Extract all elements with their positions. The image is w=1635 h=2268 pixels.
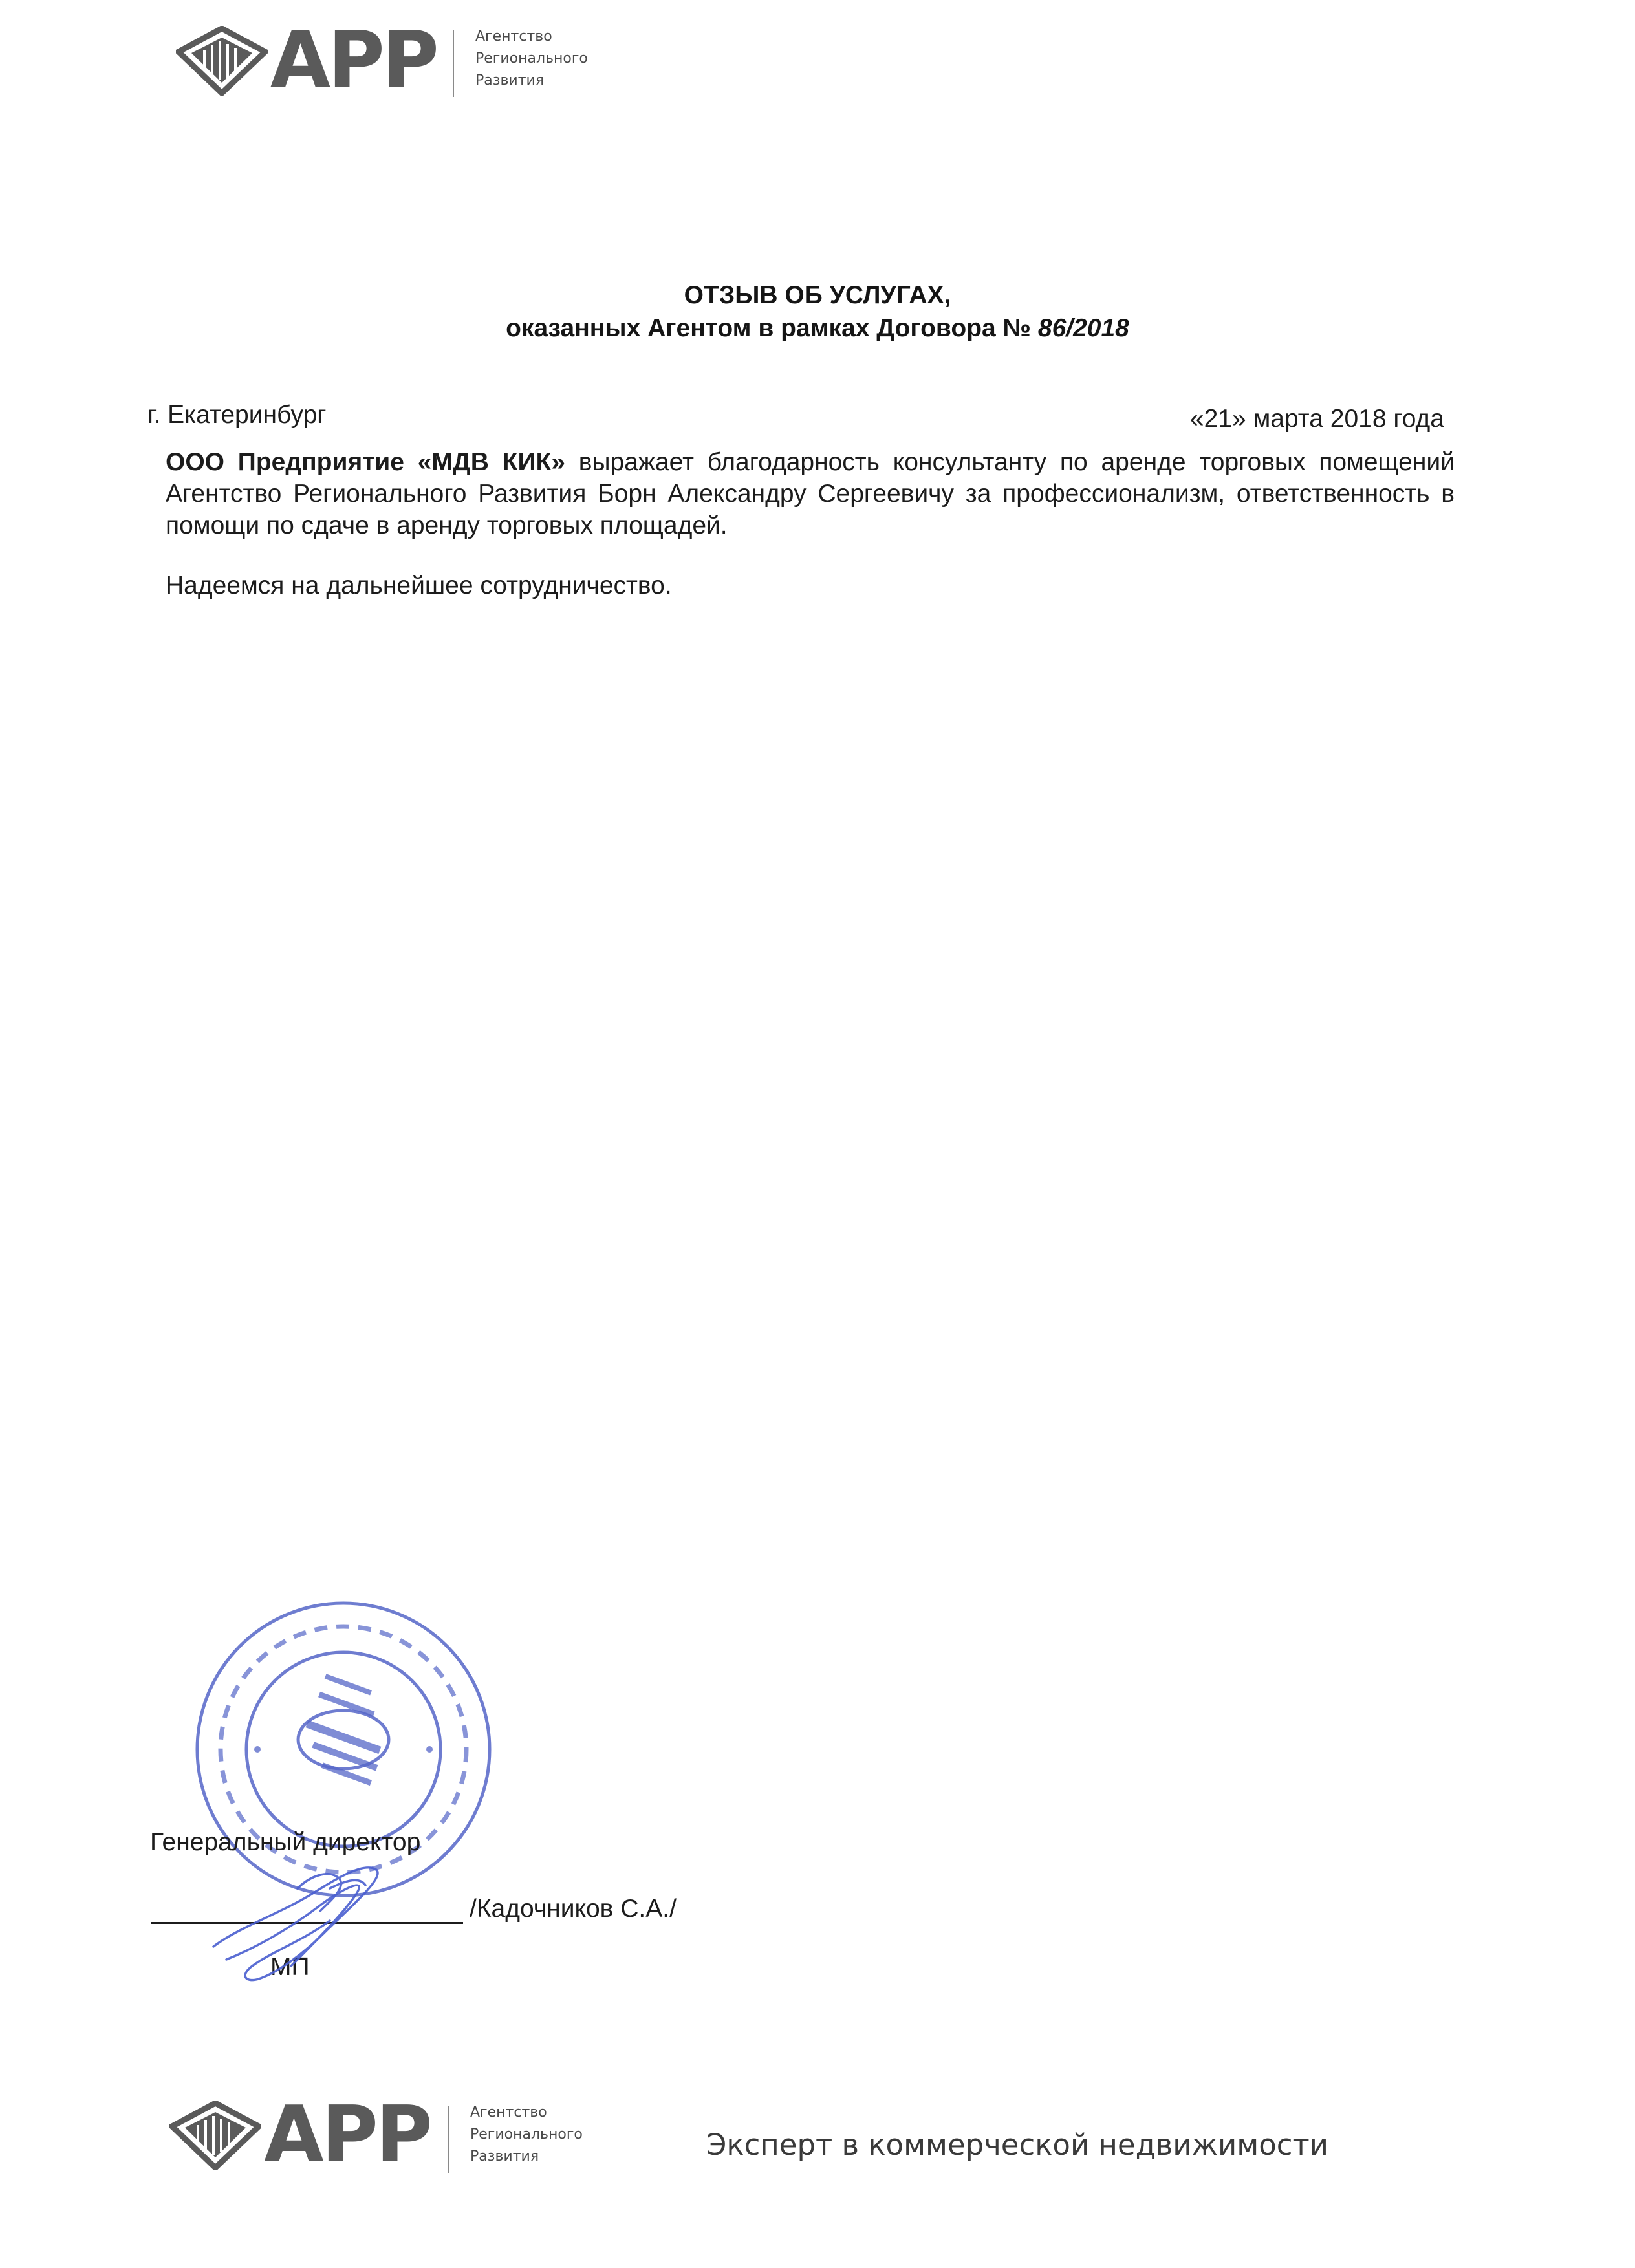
document-subtitle xyxy=(0,314,1635,343)
header-logo-subtitle xyxy=(475,26,588,92)
handwritten-signature xyxy=(200,1850,407,1998)
header-logo-divider xyxy=(453,30,454,97)
footer-logo-line-3: Развития xyxy=(470,2148,539,2165)
city: г. Екатеринбург xyxy=(147,401,327,429)
footer-logo-line-2: Регионального xyxy=(470,2126,583,2143)
body-paragraph-1 xyxy=(166,446,1455,541)
body-paragraph-1-text: выражает благодарность консультанту по аренде торговых помещений Агентство Регионального Развития Борн Александру Сергеевичу за профессионализм, ответственность в помощи по сдаче в аренду торговых площадей. xyxy=(166,448,1455,539)
diamond-logo-icon xyxy=(169,2101,261,2170)
stamp-place-label: МП xyxy=(270,1953,310,1981)
footer-logo-brand: АРР xyxy=(264,2090,430,2180)
diamond-logo-icon xyxy=(176,26,268,96)
header-logo-brand: АРР xyxy=(270,16,437,105)
body-paragraph-2: Надеемся на дальнейшее сотрудничество. xyxy=(166,572,672,599)
header-logo-line-1: Агентство xyxy=(475,28,552,45)
signatory-position: Генеральный директор xyxy=(150,1828,421,1856)
footer-logo-line-1: Агентство xyxy=(470,2104,547,2121)
header-logo-line-3: Развития xyxy=(475,72,545,89)
company-name: ООО Предприятие «МДВ КИК» xyxy=(166,448,565,476)
letter-date: «21» марта 2018 года xyxy=(1189,405,1444,433)
header-logo-line-2: Регионального xyxy=(475,50,588,67)
contract-number: 86/2018 xyxy=(1037,314,1129,342)
document-title: ОТЗЫВ ОБ УСЛУГАХ, xyxy=(684,281,951,309)
footer-logo-subtitle xyxy=(470,2102,583,2168)
document-subtitle-text: оказанных Агентом в рамках Договора № xyxy=(506,314,1032,342)
signatory-name: /Кадочников С.А./ xyxy=(470,1895,677,1923)
footer-slogan: Эксперт в коммерческой недвижимости xyxy=(706,2128,1328,2162)
footer-logo-divider xyxy=(448,2106,449,2173)
